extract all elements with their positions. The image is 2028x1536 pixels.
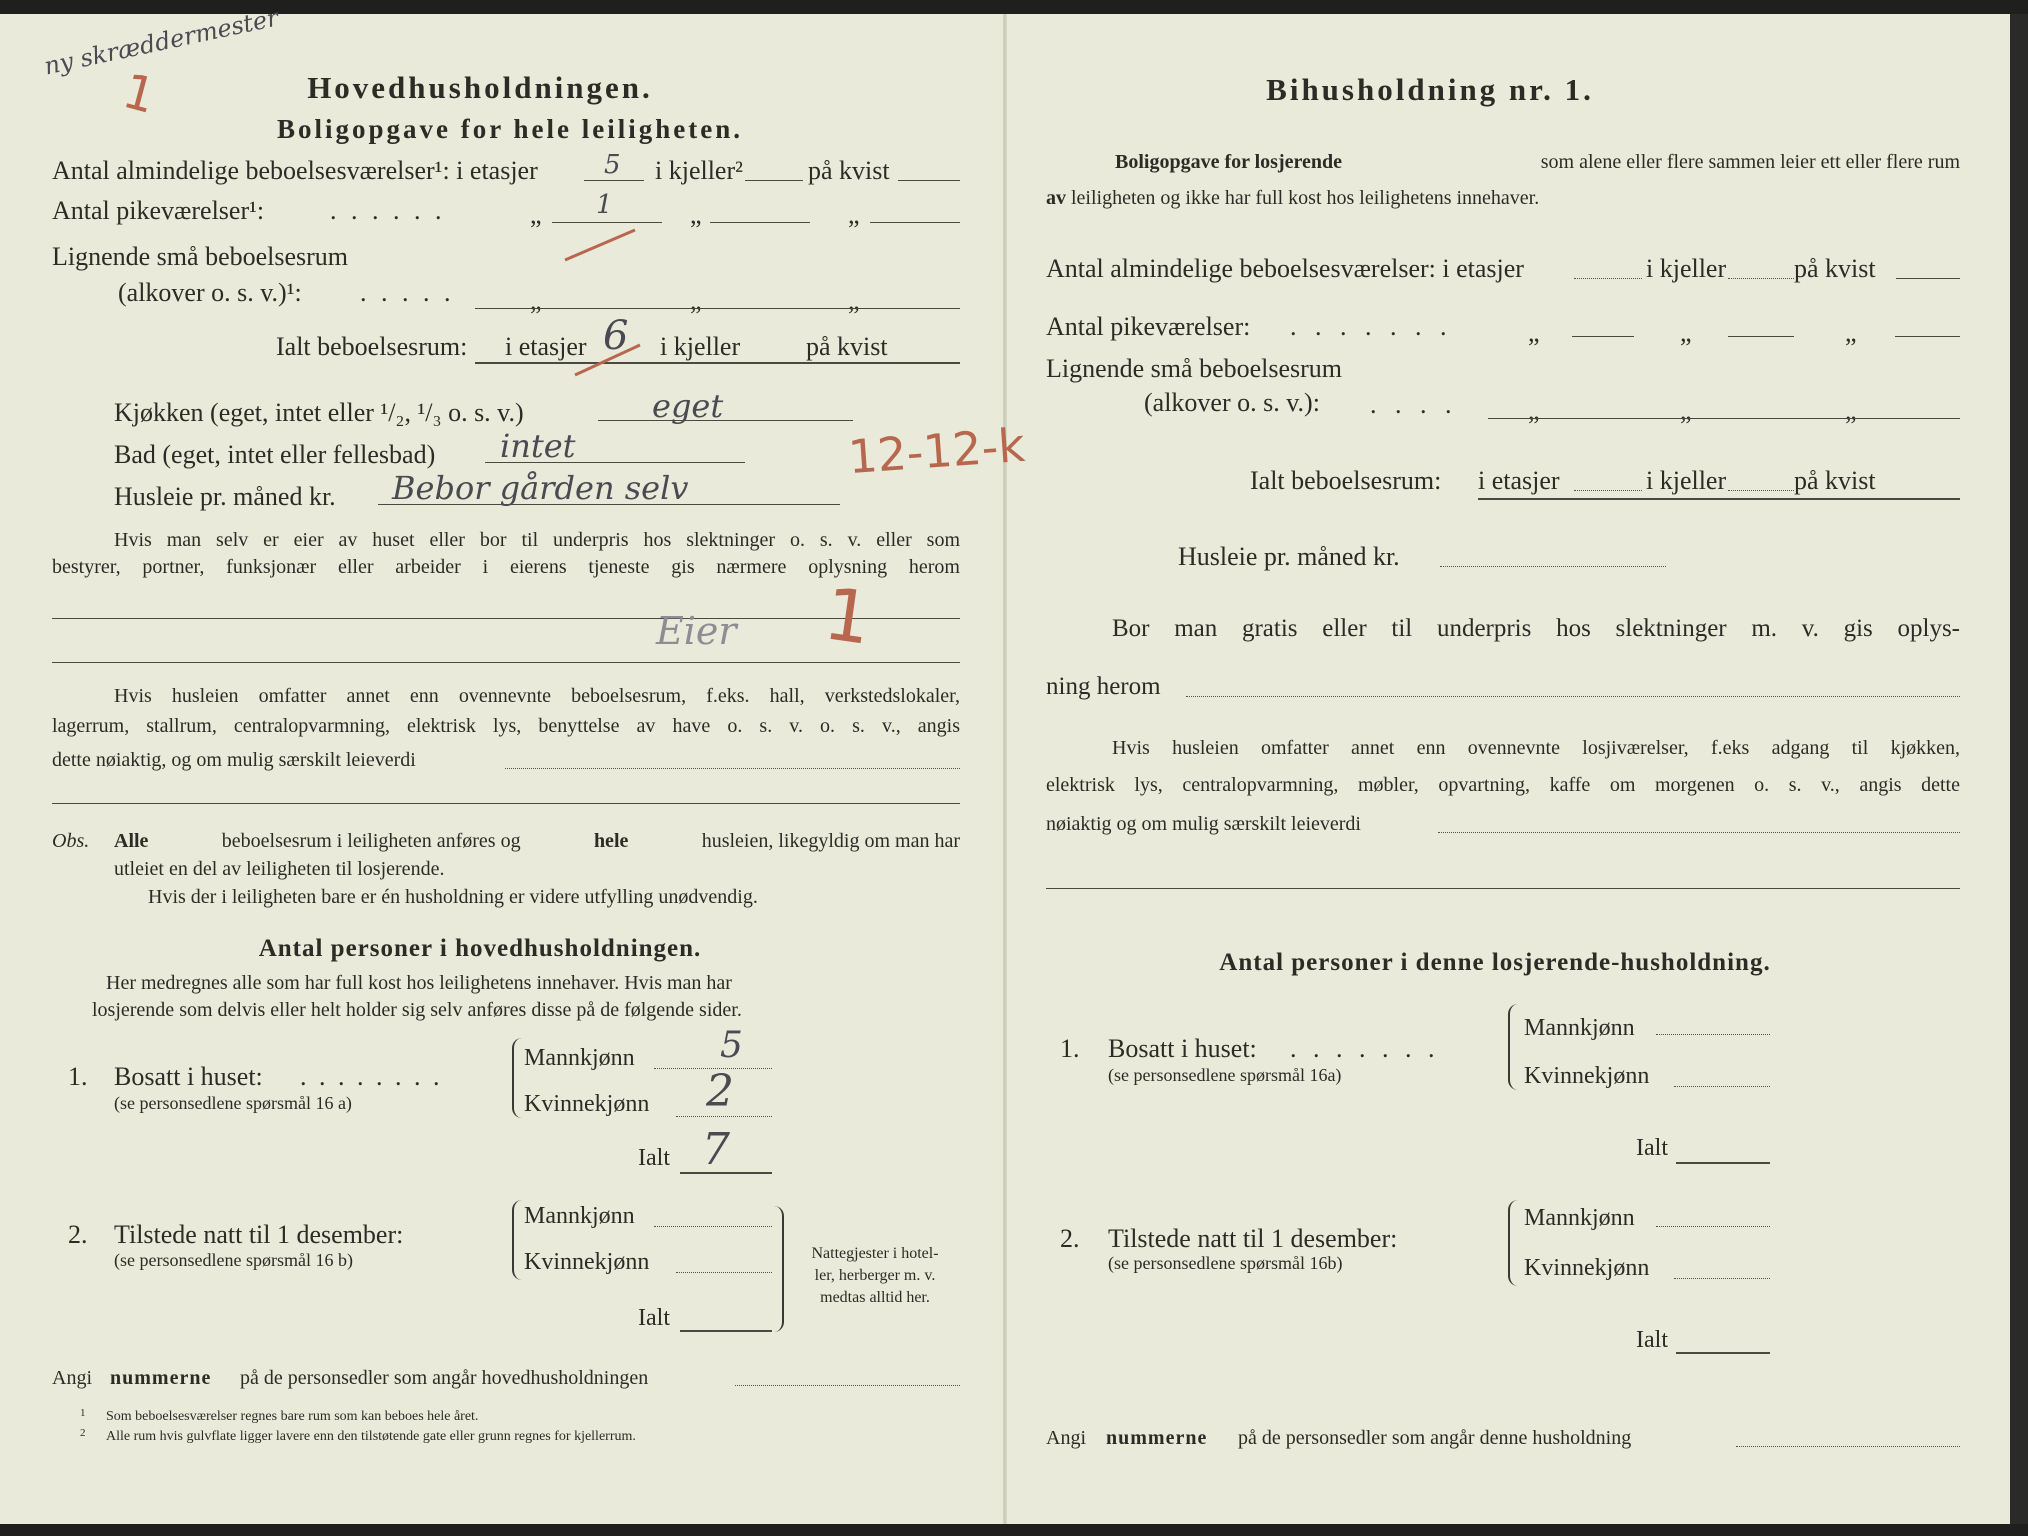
q1-total-value: 7: [702, 1124, 730, 1175]
q2-number: 2.: [68, 1220, 88, 1249]
leader-dots: . . . . . . . .: [300, 1062, 443, 1091]
r-kjeller-label: i kjeller: [1646, 254, 1727, 283]
brace: [1508, 1004, 1520, 1090]
right-title: Bihusholdning nr. 1.: [1266, 72, 1594, 107]
r-q2-men-label: Mannkjønn: [1524, 1205, 1635, 1231]
ditto-mark: „: [848, 286, 860, 315]
r-total-etasjer: i etasjer: [1478, 466, 1560, 495]
r-angi-text: på de personsedler som angår denne husholdning: [1238, 1427, 1632, 1449]
total-underline: [1478, 498, 1960, 500]
answer-line: [1656, 1226, 1770, 1227]
total-rooms-label: Ialt beboelsesrum:: [276, 332, 468, 361]
brace: [512, 1200, 524, 1280]
red-owner-mark: 1: [819, 571, 877, 661]
ditto-mark: „: [848, 200, 860, 229]
answer-line: [1674, 1278, 1770, 1279]
ordinary-rooms-label: Antal almindelige beboelsesværelser¹: i etasjer: [52, 156, 538, 185]
footnote-2: Alle rum hvis gulvflate ligger lavere enn den tilstøtende gate eller grunn regnes for kjellerrum.: [106, 1429, 636, 1444]
answer-line: [1438, 832, 1960, 833]
includes-text: dette nøiaktig, og om mulig særskilt leieverdi: [52, 749, 416, 771]
r-q1-women-label: Kvinnekjønn: [1524, 1063, 1650, 1089]
total-kjeller-label: i kjeller: [660, 332, 741, 361]
brace: [770, 1206, 784, 1332]
answer-line: [52, 662, 960, 663]
r-q2-women-label: Kvinnekjønn: [1524, 1255, 1650, 1281]
q2-men-label: Mannkjønn: [524, 1203, 635, 1229]
intro-line: [1115, 152, 1960, 172]
leader-dots: . . . .: [1370, 390, 1458, 419]
answer-line: [745, 180, 803, 181]
obs-emphasis: Alle: [114, 830, 149, 852]
ditto-mark: „: [530, 200, 542, 229]
answer-line: [1488, 418, 1960, 419]
obs-text: beboelsesrum i leiligheten anføres og: [221, 830, 521, 852]
answer-line: [1574, 490, 1642, 491]
total-underline: [475, 362, 960, 364]
r-q1-label: Bosatt i huset:: [1108, 1034, 1257, 1063]
ditto-mark: „: [1680, 318, 1692, 347]
obs-text: husleien, likegyldig om man har: [701, 830, 960, 852]
r-maid-label: Antal pikeværelser:: [1046, 312, 1251, 341]
page-fold: [1003, 14, 1007, 1524]
rent-value: Bebor gården selv: [392, 469, 689, 507]
r-q1-sub: (se personsedlene spørsmål 16a): [1108, 1065, 1342, 1085]
answer-line: [654, 1226, 772, 1227]
intro-av: av: [1046, 187, 1066, 209]
q1-number: 1.: [68, 1062, 88, 1091]
subtitle: Boligopgave for hele leiligheten.: [277, 114, 743, 144]
total-etasjer-value: 6: [603, 313, 629, 359]
q2-note-1: Nattegjester i hotel-: [811, 1245, 939, 1262]
persons-text: losjerende som delvis eller helt holder sig selv anføres disse på de følgende sider.: [92, 999, 742, 1021]
r-q1-men-label: Mannkjønn: [1524, 1015, 1635, 1041]
main-title: Hovedhusholdningen.: [307, 70, 653, 105]
total-etasjer-label: i etasjer: [505, 332, 587, 361]
q2-label: Tilstede natt til 1 desember:: [114, 1220, 404, 1249]
r-angi-emphasis: nummerne: [1106, 1427, 1208, 1449]
q2-women-label: Kvinnekjønn: [524, 1249, 650, 1275]
r-small-label-2: (alkover o. s. v.):: [1144, 388, 1320, 417]
intro-text: som alene eller flere sammen leier ett eller flere rum: [1540, 151, 1960, 173]
r-persons-title: Antal personer i denne losjerende-husholdning.: [1219, 949, 1771, 976]
kvist-label: på kvist: [808, 156, 890, 185]
owner-info-text: bestyrer, portner, funksjonær eller arbeider i eierens tjeneste gis nærmere oplysning herom: [52, 556, 960, 578]
answer-line: [1728, 336, 1794, 337]
answer-line: [1895, 336, 1960, 337]
maid-rooms-label: Antal pikeværelser¹:: [52, 196, 265, 225]
ditto-mark: „: [1528, 396, 1540, 425]
answer-line: [1736, 1446, 1960, 1447]
r-kvist-label: på kvist: [1794, 254, 1876, 283]
angi-text: på de personsedler som angår hovedhusholdningen: [240, 1367, 649, 1389]
ditto-mark: „: [1845, 318, 1857, 347]
answer-line: [552, 222, 662, 223]
r-q1-number: 1.: [1060, 1034, 1080, 1063]
red-correction-stroke: [570, 330, 650, 380]
total-underline: [1676, 1162, 1770, 1164]
total-underline: [1676, 1352, 1770, 1354]
owner-value: Eier: [656, 609, 737, 653]
kitchen-label: Kjøkken (eget, intet eller ¹/₂, ¹/₃ o. s. v.): [114, 398, 524, 427]
answer-line: [1674, 1086, 1770, 1087]
r-includes-text: Hvis husleien omfatter annet enn ovennevnte losjiværelser, f.eks adgang til kjøkken,: [1112, 737, 1960, 759]
corner-handwritten-note: ny skræddermester: [41, 3, 281, 81]
r-rent-label: Husleie pr. måned kr.: [1178, 542, 1400, 571]
small-rooms-label-1: Lignende små beboelsesrum: [52, 242, 349, 271]
obs-emphasis: hele: [593, 830, 629, 852]
bath-value: intet: [500, 427, 576, 465]
r-q1-total-label: Ialt: [1636, 1135, 1668, 1161]
answer-line: [475, 308, 960, 309]
ditto-mark: „: [530, 286, 542, 315]
leader-dots: . . . . . .: [330, 196, 446, 225]
bath-label: Bad (eget, intet eller fellesbad): [114, 440, 436, 469]
ditto-mark: „: [690, 200, 702, 229]
q1-women-value: 2: [706, 1066, 734, 1117]
scan-border: [2010, 14, 2028, 1524]
r-total-kjeller: i kjeller: [1646, 466, 1727, 495]
r-gratis-text: Bor man gratis eller til underpris hos slektninger m. v. gis oplys-: [1112, 615, 1960, 642]
leader-dots: . . . . .: [360, 278, 455, 307]
kitchen-value: eget: [652, 387, 724, 425]
angi-label: Angi: [52, 1367, 92, 1389]
answer-line: [1574, 278, 1642, 279]
small-rooms-label-2: (alkover o. s. v.)¹:: [118, 278, 302, 307]
r-q2-sub: (se personsedlene spørsmål 16b): [1108, 1253, 1343, 1273]
includes-text: lagerrum, stallrum, centralopvarmning, elektrisk lys, benyttelse av have o. s. v. o. s. v., angis: [52, 715, 960, 737]
ditto-mark: „: [1680, 396, 1692, 425]
answer-line: [1046, 888, 1960, 889]
red-correction-stroke: [560, 225, 640, 265]
q1-men-label: Mannkjønn: [524, 1045, 635, 1071]
brace: [1508, 1200, 1520, 1286]
answer-line: [1896, 278, 1960, 279]
q1-sub: (se personsedlene spørsmål 16 a): [114, 1093, 352, 1113]
footnote-marker: 1: [80, 1407, 86, 1419]
kjeller-label: i kjeller²: [655, 156, 743, 185]
answer-line: [598, 420, 853, 421]
leader-dots: . . . . . . .: [1290, 1034, 1440, 1063]
q1-total-label: Ialt: [638, 1145, 670, 1171]
r-includes-text: nøiaktig og om mulig særskilt leieverdi: [1046, 813, 1361, 835]
r-includes-text: elektrisk lys, centralopvarmning, møbler, opvartning, kaffe om morgenen o. s. v., angis dette: [1046, 774, 1960, 796]
intro-emphasis: Boligopgave for losjerende: [1115, 151, 1343, 173]
answer-line: [584, 180, 644, 181]
rent-label: Husleie pr. måned kr.: [114, 482, 336, 511]
answer-line: [1440, 566, 1666, 567]
angi-emphasis: nummerne: [110, 1367, 212, 1389]
leader-dots: . . . . . . .: [1290, 312, 1453, 341]
etasjer-value: 5: [604, 150, 621, 180]
obs-text: Hvis der i leiligheten bare er én husholdning er videre utfylling unødvendig.: [148, 886, 758, 908]
answer-line: [52, 803, 960, 804]
ditto-mark: „: [1528, 318, 1540, 347]
q1-men-value: 5: [720, 1025, 743, 1066]
corner-red-mark: 1: [117, 63, 162, 125]
q2-note-2: ler, herberger m. v.: [814, 1267, 936, 1284]
r-q2-label: Tilstede natt til 1 desember:: [1108, 1224, 1398, 1253]
ditto-mark: „: [1845, 396, 1857, 425]
q1-women-label: Kvinnekjønn: [524, 1091, 650, 1117]
footnote-marker: 2: [80, 1427, 86, 1439]
answer-line: [898, 180, 960, 181]
total-kvist-label: på kvist: [806, 332, 888, 361]
obs-line: [114, 831, 960, 851]
r-small-label-1: Lignende små beboelsesrum: [1046, 354, 1343, 383]
answer-line: [870, 222, 960, 223]
total-underline: [680, 1330, 772, 1332]
obs-text: utleiet en del av leiligheten til losjerende.: [114, 858, 445, 880]
owner-info-text: Hvis man selv er eier av huset eller bor til underpris hos slektninger o. s. v. eller som: [114, 529, 960, 551]
footnote-1: Som beboelsesværelser regnes bare rum som kan beboes hele året.: [106, 1409, 479, 1424]
answer-line: [505, 768, 960, 769]
answer-line: [735, 1385, 960, 1386]
r-q2-total-label: Ialt: [1636, 1327, 1668, 1353]
ditto-mark: „: [690, 286, 702, 315]
r-total-kvist: på kvist: [1794, 466, 1876, 495]
red-margin-note: 12-12-k: [846, 417, 1027, 485]
answer-line: [676, 1272, 772, 1273]
answer-line: [1186, 696, 1960, 697]
q2-note-3: medtas alltid her.: [820, 1289, 930, 1306]
answer-line: [1572, 336, 1634, 337]
persons-text: Her medregnes alle som har full kost hos leilighetens innehaver. Hvis man har: [106, 972, 732, 994]
q2-sub: (se personsedlene spørsmål 16 b): [114, 1250, 353, 1270]
answer-line: [1728, 490, 1794, 491]
r-ordinary-label: Antal almindelige beboelsesværelser: i etasjer: [1046, 254, 1524, 283]
persons-title: Antal personer i hovedhusholdningen.: [258, 935, 702, 962]
obs-label: Obs.: [52, 830, 90, 852]
answer-line: [710, 222, 810, 223]
r-gratis-text-2: ning herom: [1046, 673, 1161, 700]
maid-etasjer-value: 1: [596, 190, 613, 220]
intro-text: [1046, 188, 1539, 208]
q2-total-label: Ialt: [638, 1305, 670, 1331]
brace: [512, 1038, 524, 1118]
answer-line: [1728, 278, 1794, 279]
q1-label: Bosatt i huset:: [114, 1062, 263, 1091]
r-angi-label: Angi: [1046, 1427, 1086, 1449]
answer-line: [1656, 1034, 1770, 1035]
includes-text: Hvis husleien omfatter annet enn ovennevnte beboelsesrum, f.eks. hall, verkstedslokaler,: [114, 685, 960, 707]
r-q2-number: 2.: [1060, 1224, 1080, 1253]
intro-text-2: leiligheten og ikke har full kost hos leilighetens innehaver.: [1071, 187, 1540, 209]
r-total-label: Ialt beboelsesrum:: [1250, 466, 1442, 495]
